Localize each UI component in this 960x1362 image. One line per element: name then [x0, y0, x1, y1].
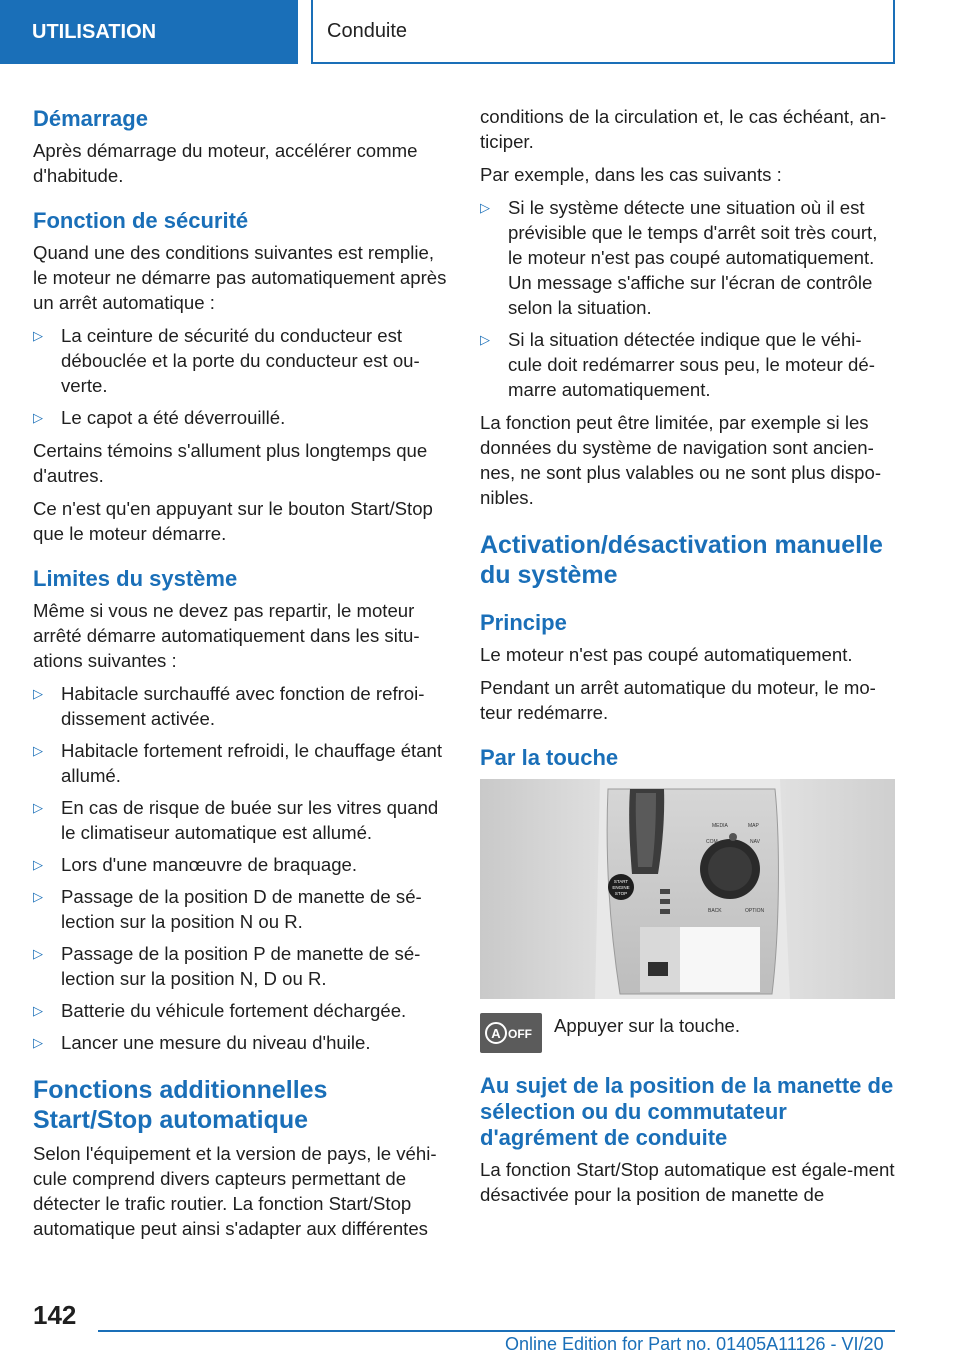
- list-item: ▷ Lors d'une manœuvre de braquage.: [33, 854, 358, 875]
- triangle-bullet-icon: ▷: [33, 889, 43, 904]
- console-label-start: START: [613, 879, 629, 884]
- heading-limites: Limites du système: [33, 566, 238, 591]
- center-console-illustration: [480, 779, 895, 999]
- center-console-photo: [480, 779, 895, 999]
- heading-touche: Par la touche: [480, 745, 619, 770]
- list-item: ▷ Le capot a été déverrouillé.: [33, 407, 286, 428]
- principe-p2: Pendant un arrêt automatique du moteur, le mo-teur redémarre.: [480, 677, 876, 723]
- console-label-stop: STOP: [614, 891, 628, 896]
- touche-instruction-text: Appuyer sur la touche.: [554, 1015, 741, 1036]
- triangle-bullet-icon: ▷: [480, 200, 490, 215]
- limites-list: [33, 681, 448, 1055]
- console-label-map: MAP: [748, 823, 759, 829]
- triangle-bullet-icon: ▷: [33, 743, 43, 758]
- touche-instruction: [480, 1013, 895, 1053]
- limit-text: La fonction peut être limitée, par exemple si les données du système de navigation sont ancien-nes, ne sont plus valables ou ne sont plus dispo-nibles.: [480, 412, 882, 508]
- securite-list: [33, 323, 448, 430]
- heading-securite: Fonction de sécurité: [33, 208, 249, 233]
- example-list: [480, 195, 895, 402]
- manette-text: La fonction Start/Stop automatique est égale-ment désactivée pour la position de manette de: [480, 1159, 895, 1205]
- footer-divider: [98, 1330, 895, 1332]
- auto-start-stop-glyph-icon: [484, 1018, 538, 1048]
- console-label-option: OPTION: [745, 908, 765, 914]
- auto-start-stop-off-label: OFF: [508, 1027, 532, 1041]
- securite-p1: Certains témoins s'allument plus longtemps que d'autres.: [33, 440, 428, 486]
- auto-start-stop-off-icon: [480, 1013, 542, 1053]
- console-label-engine: ENGINE: [612, 885, 630, 890]
- securite-intro: Quand une des conditions suivantes est remplie, le moteur ne démarre pas automatiquement après un arrêt automatique :: [33, 242, 447, 313]
- triangle-bullet-icon: ▷: [33, 1035, 43, 1050]
- list-item: ▷ Passage de la position D de manette de sé-lection sur la position N ou R.: [33, 886, 422, 932]
- list-item: ▷ Habitacle fortement refroidi, le chauffage étant allumé.: [33, 740, 443, 786]
- list-item: ▷ Lancer une mesure du niveau d'huile.: [33, 1032, 371, 1053]
- console-label-media: MEDIA: [712, 823, 728, 829]
- svg-text:A: A: [491, 1026, 501, 1041]
- console-label-nav: NAV: [750, 839, 760, 845]
- list-item: ▷ En cas de risque de buée sur les vitres quand le climatiseur automatique est allumé.: [33, 797, 439, 843]
- list-item: ▷ Habitacle surchauffé avec fonction de refroi-dissement activée.: [33, 683, 425, 729]
- triangle-bullet-icon: ▷: [33, 946, 43, 961]
- heading-activation: Activation/désactivation manuelle du système: [480, 531, 883, 589]
- continued-text: conditions de la circulation et, le cas échéant, an-ticiper.: [480, 106, 887, 152]
- demarrage-text: Après démarrage du moteur, accélérer comme d'habitude.: [33, 140, 418, 186]
- console-label-com: COM: [706, 839, 718, 845]
- header-tab: UTILISATION: [0, 0, 298, 64]
- triangle-bullet-icon: ▷: [33, 800, 43, 815]
- triangle-bullet-icon: ▷: [480, 332, 490, 347]
- list-item: ▷ Si la situation détectée indique que le véhi-cule doit redémarrer sous peu, le moteur dé-marre automatiquement.: [480, 329, 875, 400]
- triangle-bullet-icon: ▷: [33, 328, 43, 343]
- heading-manette: Au sujet de la position de la manette de sélection ou du commutateur d'agrément de conduite: [480, 1073, 894, 1150]
- list-item: ▷ La ceinture de sécurité du conducteur est débouclée et la porte du conducteur est ou-verte.: [33, 325, 420, 396]
- footer-edition-text: Online Edition for Part no. 01405A11126 - VI/20: [505, 1334, 884, 1354]
- additionnelles-text: Selon l'équipement et la version de pays, le véhi-cule comprend divers capteurs permettant de détecter le trafic routier. La fonction Start/Stop automatique peut ainsi s'adapter aux différentes: [33, 1143, 437, 1239]
- triangle-bullet-icon: ▷: [33, 410, 43, 425]
- heading-demarrage: Démarrage: [33, 106, 148, 131]
- console-label-back: BACK: [708, 908, 722, 914]
- right-column: [480, 104, 895, 1215]
- securite-p2: Ce n'est qu'en appuyant sur le bouton Start/Stop que le moteur démarre.: [33, 498, 433, 544]
- list-item: ▷ Passage de la position P de manette de sé-lection sur la position N, D ou R.: [33, 943, 421, 989]
- heading-principe: Principe: [480, 610, 567, 635]
- example-intro: Par exemple, dans les cas suivants :: [480, 164, 782, 185]
- list-item: ▷ Si le système détecte une situation où il est prévisible que le temps d'arrêt soit très court, le moteur n'est pas coupé automatiquement. Un message s'affiche sur l'écran de contrôle selon la situation.: [480, 197, 878, 318]
- list-item: ▷ Batterie du véhicule fortement déchargée.: [33, 1000, 407, 1021]
- limites-intro: Même si vous ne devez pas repartir, le moteur arrêté démarre automatiquement dans les situ-ations suivantes :: [33, 600, 420, 671]
- page-number: 142: [33, 1300, 77, 1330]
- triangle-bullet-icon: ▷: [33, 1003, 43, 1018]
- triangle-bullet-icon: ▷: [33, 686, 43, 701]
- header-section-title: Conduite: [311, 0, 895, 64]
- principe-p1: Le moteur n'est pas coupé automatiquement.: [480, 644, 853, 665]
- triangle-bullet-icon: ▷: [33, 857, 43, 872]
- heading-additionnelles: Fonctions additionnelles Start/Stop automatique: [33, 1076, 328, 1134]
- left-column: [33, 100, 448, 1249]
